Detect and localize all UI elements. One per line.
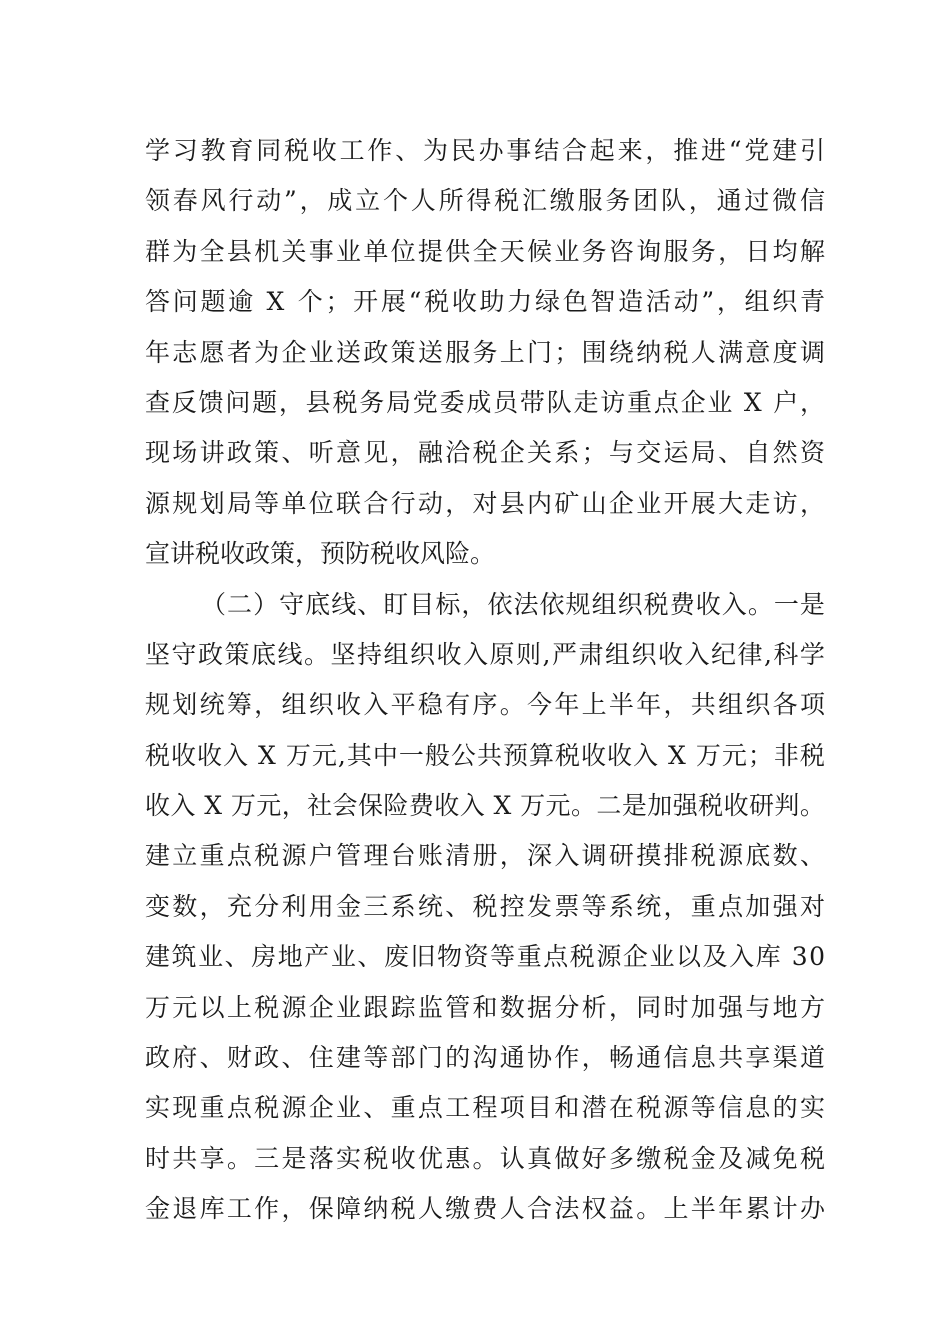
text-line: 领春风行动”，成立个人所得税汇缴服务团队，通过微信	[145, 186, 828, 216]
text-line: 建立重点税源户管理台账清册，深入调研摸排税源底数、	[145, 841, 828, 871]
text-line: 学习教育同税收工作、为民办事结合起来，推进“党建引	[145, 136, 828, 165]
text-line: 群为全县机关事业单位提供全天候业务咨询服务，日均解	[145, 236, 828, 266]
text-line: 政府、财政、住建等部门的沟通协作，畅通信息共享渠道	[145, 1043, 828, 1073]
text-line: 宣讲税收政策，预防税收风险。	[145, 539, 496, 569]
text-line: 现场讲政策、听意见，融洽税企关系；与交运局、自然资	[145, 438, 828, 468]
paragraph-heading-line: （二）守底线、盯目标，依法依规组织税费收入。一是	[201, 589, 826, 619]
text-line: 变数，充分利用金三系统、税控发票等系统，重点加强对	[145, 891, 828, 921]
text-line: 源规划局等单位联合行动，对县内矿山企业开展大走访，	[145, 488, 828, 518]
text-line: 收入 X 万元，社会保险费收入 X 万元。二是加强税收研判。	[145, 791, 826, 821]
text-line: 实现重点税源企业、重点工程项目和潜在税源等信息的实	[145, 1093, 828, 1123]
body-text	[145, 126, 828, 1235]
text-line: 规划统筹，组织收入平稳有序。今年上半年，共组织各项	[145, 690, 828, 720]
text-line: 时共享。三是落实税收优惠。认真做好多缴税金及减免税	[145, 1143, 828, 1173]
text-line: 税收收入 X 万元,其中一般公共预算税收收入 X 万元；非税	[145, 740, 826, 770]
text-line: 建筑业、房地产业、废旧物资等重点税源企业以及入库 30	[145, 942, 827, 972]
text-line: 查反馈问题，县税务局党委成员带队走访重点企业 X 户，	[145, 387, 827, 417]
text-line: 坚守政策底线。坚持组织收入原则,严肃组织收入纪律,科学	[145, 639, 827, 669]
text-line: 答问题逾 X 个；开展“税收助力绿色智造活动”，组织青	[145, 287, 828, 317]
text-line: 万元以上税源企业跟踪监管和数据分析，同时加强与地方	[145, 992, 828, 1022]
text-line: 金退库工作，保障纳税人缴费人合法权益。上半年累计办	[145, 1194, 828, 1224]
text-line: 年志愿者为企业送政策送服务上门；围绕纳税人满意度调	[145, 337, 828, 367]
